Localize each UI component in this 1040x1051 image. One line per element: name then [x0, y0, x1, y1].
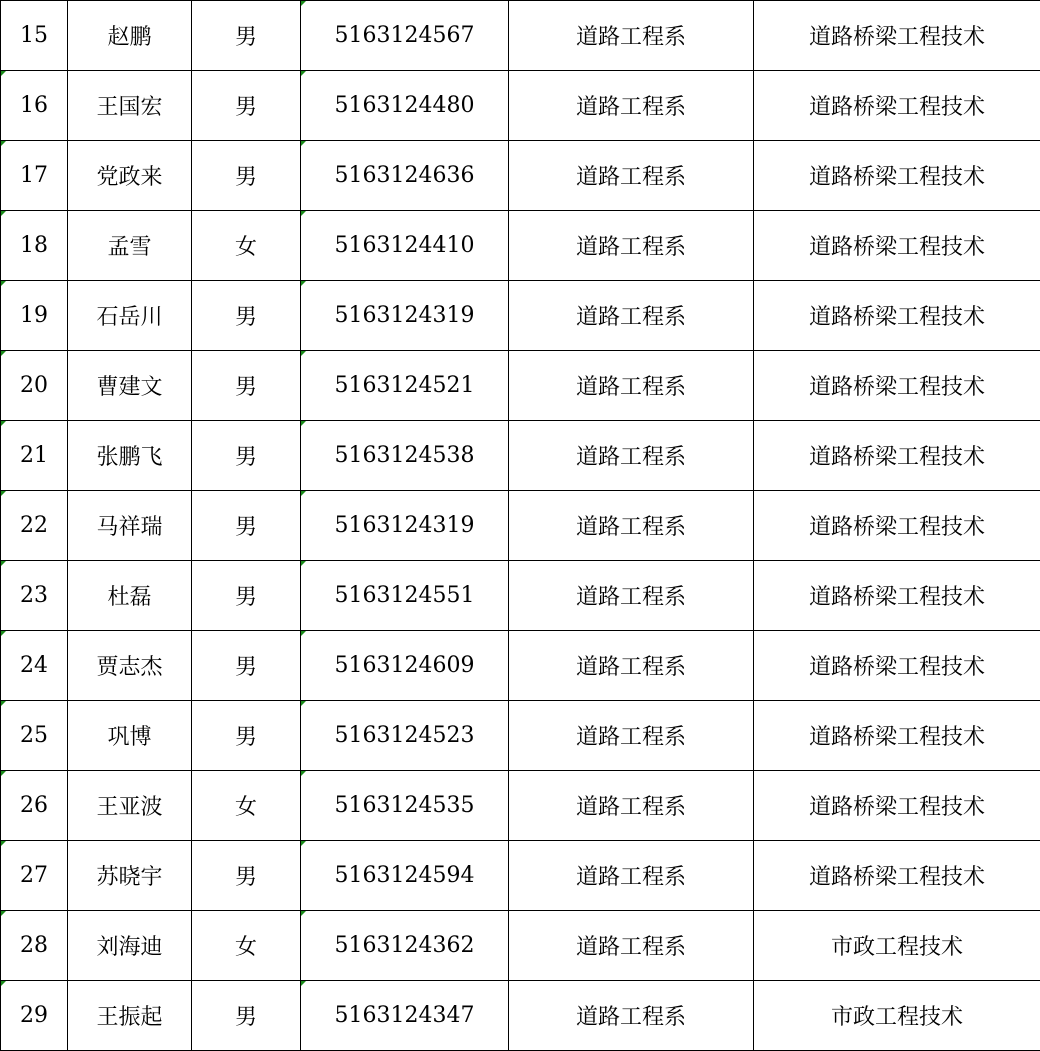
table-row — [1, 141, 1040, 211]
cell-number[interactable]: 21 — [1, 421, 68, 491]
table-row — [1, 701, 1040, 771]
cell-major[interactable]: 道路桥梁工程技术 — [754, 561, 1040, 631]
cell-gender[interactable]: 男 — [192, 841, 301, 911]
cell-name[interactable]: 马祥瑞 — [68, 491, 192, 561]
cell-number[interactable]: 19 — [1, 281, 68, 351]
cell-number[interactable]: 18 — [1, 211, 68, 281]
cell-major[interactable]: 道路桥梁工程技术 — [754, 421, 1040, 491]
cell-department[interactable]: 道路工程系 — [509, 771, 754, 841]
cell-department[interactable]: 道路工程系 — [509, 421, 754, 491]
cell-student-id[interactable]: 5163124523 — [301, 701, 509, 771]
cell-major[interactable]: 道路桥梁工程技术 — [754, 771, 1040, 841]
cell-student-id[interactable]: 5163124535 — [301, 771, 509, 841]
cell-major[interactable]: 道路桥梁工程技术 — [754, 351, 1040, 421]
cell-gender[interactable]: 男 — [192, 491, 301, 561]
cell-student-id[interactable]: 5163124551 — [301, 561, 509, 631]
cell-department[interactable]: 道路工程系 — [509, 841, 754, 911]
cell-gender[interactable]: 男 — [192, 981, 301, 1051]
cell-name[interactable]: 苏晓宇 — [68, 841, 192, 911]
cell-number[interactable]: 23 — [1, 561, 68, 631]
cell-name[interactable]: 赵鹏 — [68, 1, 192, 71]
cell-major[interactable]: 道路桥梁工程技术 — [754, 841, 1040, 911]
cell-major[interactable]: 道路桥梁工程技术 — [754, 281, 1040, 351]
cell-major[interactable]: 道路桥梁工程技术 — [754, 491, 1040, 561]
cell-name[interactable]: 孟雪 — [68, 211, 192, 281]
cell-student-id[interactable]: 5163124410 — [301, 211, 509, 281]
cell-major[interactable]: 市政工程技术 — [754, 911, 1040, 981]
cell-major[interactable]: 道路桥梁工程技术 — [754, 71, 1040, 141]
cell-name[interactable]: 刘海迪 — [68, 911, 192, 981]
cell-student-id[interactable]: 5163124567 — [301, 1, 509, 71]
cell-gender[interactable]: 女 — [192, 771, 301, 841]
cell-student-id[interactable]: 5163124636 — [301, 141, 509, 211]
cell-number[interactable]: 17 — [1, 141, 68, 211]
cell-student-id[interactable]: 5163124521 — [301, 351, 509, 421]
cell-department[interactable]: 道路工程系 — [509, 911, 754, 981]
cell-name[interactable]: 党政来 — [68, 141, 192, 211]
table-row — [1, 841, 1040, 911]
table-row — [1, 631, 1040, 701]
table-row — [1, 981, 1040, 1051]
cell-department[interactable]: 道路工程系 — [509, 281, 754, 351]
cell-gender[interactable]: 男 — [192, 141, 301, 211]
cell-name[interactable]: 曹建文 — [68, 351, 192, 421]
cell-department[interactable]: 道路工程系 — [509, 211, 754, 281]
cell-major[interactable]: 道路桥梁工程技术 — [754, 631, 1040, 701]
cell-student-id[interactable]: 5163124480 — [301, 71, 509, 141]
table-row — [1, 351, 1040, 421]
table-row — [1, 1, 1040, 71]
cell-gender[interactable]: 女 — [192, 911, 301, 981]
table-row — [1, 491, 1040, 561]
cell-department[interactable]: 道路工程系 — [509, 491, 754, 561]
cell-name[interactable]: 王国宏 — [68, 71, 192, 141]
cell-major[interactable]: 道路桥梁工程技术 — [754, 701, 1040, 771]
cell-student-id[interactable]: 5163124538 — [301, 421, 509, 491]
cell-name[interactable]: 巩博 — [68, 701, 192, 771]
cell-student-id[interactable]: 5163124347 — [301, 981, 509, 1051]
table-row — [1, 211, 1040, 281]
cell-department[interactable]: 道路工程系 — [509, 561, 754, 631]
cell-gender[interactable]: 男 — [192, 1, 301, 71]
cell-department[interactable]: 道路工程系 — [509, 141, 754, 211]
cell-number[interactable]: 25 — [1, 701, 68, 771]
cell-number[interactable]: 22 — [1, 491, 68, 561]
cell-student-id[interactable]: 5163124609 — [301, 631, 509, 701]
table-row — [1, 771, 1040, 841]
cell-name[interactable]: 张鹏飞 — [68, 421, 192, 491]
cell-department[interactable]: 道路工程系 — [509, 701, 754, 771]
cell-number[interactable]: 15 — [1, 1, 68, 71]
cell-number[interactable]: 16 — [1, 71, 68, 141]
cell-number[interactable]: 24 — [1, 631, 68, 701]
cell-department[interactable]: 道路工程系 — [509, 1, 754, 71]
cell-name[interactable]: 石岳川 — [68, 281, 192, 351]
cell-gender[interactable]: 男 — [192, 351, 301, 421]
table-row — [1, 71, 1040, 141]
cell-major[interactable]: 道路桥梁工程技术 — [754, 211, 1040, 281]
cell-name[interactable]: 王振起 — [68, 981, 192, 1051]
cell-major[interactable]: 道路桥梁工程技术 — [754, 1, 1040, 71]
table-row — [1, 281, 1040, 351]
cell-gender[interactable]: 男 — [192, 421, 301, 491]
cell-number[interactable]: 26 — [1, 771, 68, 841]
cell-student-id[interactable]: 5163124362 — [301, 911, 509, 981]
cell-department[interactable]: 道路工程系 — [509, 631, 754, 701]
table-row — [1, 561, 1040, 631]
table-row — [1, 911, 1040, 981]
cell-gender[interactable]: 男 — [192, 701, 301, 771]
cell-gender[interactable]: 男 — [192, 631, 301, 701]
cell-department[interactable]: 道路工程系 — [509, 71, 754, 141]
cell-major[interactable]: 市政工程技术 — [754, 981, 1040, 1051]
cell-number[interactable]: 29 — [1, 981, 68, 1051]
cell-student-id[interactable]: 5163124594 — [301, 841, 509, 911]
cell-major[interactable]: 道路桥梁工程技术 — [754, 141, 1040, 211]
cell-name[interactable]: 贾志杰 — [68, 631, 192, 701]
cell-name[interactable]: 杜磊 — [68, 561, 192, 631]
cell-gender[interactable]: 男 — [192, 71, 301, 141]
cell-gender[interactable]: 男 — [192, 561, 301, 631]
cell-department[interactable]: 道路工程系 — [509, 981, 754, 1051]
table-row — [1, 421, 1040, 491]
cell-gender[interactable]: 男 — [192, 281, 301, 351]
cell-student-id[interactable]: 5163124319 — [301, 491, 509, 561]
table-body — [1, 1, 1040, 1051]
cell-number[interactable]: 20 — [1, 351, 68, 421]
cell-student-id[interactable]: 5163124319 — [301, 281, 509, 351]
cell-name[interactable]: 王亚波 — [68, 771, 192, 841]
cell-number[interactable]: 27 — [1, 841, 68, 911]
cell-number[interactable]: 28 — [1, 911, 68, 981]
cell-department[interactable]: 道路工程系 — [509, 351, 754, 421]
cell-gender[interactable]: 女 — [192, 211, 301, 281]
